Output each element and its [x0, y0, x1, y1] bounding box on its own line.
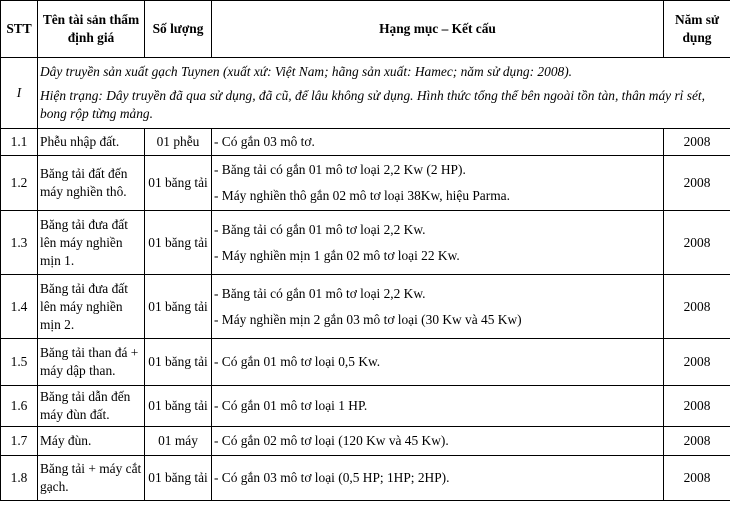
row-item-line: - Có gắn 01 mô tơ loại 1 HP. [214, 398, 368, 413]
header-qty: Số lượng [145, 1, 212, 58]
header-stt: STT [1, 1, 38, 58]
row-item-line: - Máy nghiền mịn 1 gắn 02 mô tơ loại 22 Kw. [214, 247, 460, 263]
row-items [212, 456, 664, 501]
row-qty: 01 băng tải [145, 156, 212, 211]
row-asset: Băng tải dẫn đến máy đùn đất. [38, 386, 145, 427]
row-item-line: - Có gắn 03 mô tơ loại (0,5 HP; 1HP; 2HP). [214, 470, 450, 485]
table-row [1, 386, 730, 427]
row-year: 2008 [664, 156, 730, 211]
group-description [38, 58, 730, 129]
header-year: Năm sử dụng [664, 1, 730, 58]
row-stt: 1.2 [1, 156, 38, 211]
row-asset: Băng tải đưa đất lên máy nghiền mịn 2. [38, 275, 145, 339]
header-row [1, 1, 730, 58]
row-item-line: - Băng tải có gắn 01 mô tơ loại 2,2 Kw (2 HP). [214, 162, 466, 177]
row-stt: 1.3 [1, 211, 38, 275]
row-items [212, 339, 664, 386]
header-items: Hạng mục – Kết cấu [212, 1, 664, 58]
row-item-line: - Có gắn 02 mô tơ loại (120 Kw và 45 Kw). [214, 433, 449, 448]
group-line-2: Hiện trạng: Dây truyền đã qua sử dụng, đã cũ, để lâu không sử dụng. Hình thức tổng thể bên ngoài tồn tàn, thân máy rỉ sét, bong rộp từng mảng. [40, 88, 705, 121]
row-item-line: - Có gắn 01 mô tơ loại 0,5 Kw. [214, 354, 381, 369]
row-year: 2008 [664, 386, 730, 427]
row-items [212, 211, 664, 275]
header-asset: Tên tài sản thẩm định giá [38, 1, 145, 58]
row-asset: Băng tải + máy cắt gạch. [38, 456, 145, 501]
row-qty: 01 băng tải [145, 275, 212, 339]
row-stt: 1.5 [1, 339, 38, 386]
row-asset: Máy đùn. [38, 427, 145, 456]
row-year: 2008 [664, 129, 730, 156]
row-year: 2008 [664, 339, 730, 386]
row-stt: 1.1 [1, 129, 38, 156]
row-item-line: - Băng tải có gắn 01 mô tơ loại 2,2 Kw. [214, 221, 426, 237]
row-stt: 1.7 [1, 427, 38, 456]
row-item-line: - Có gắn 03 mô tơ. [214, 134, 315, 149]
table-row [1, 456, 730, 501]
row-year: 2008 [664, 427, 730, 456]
row-stt: 1.4 [1, 275, 38, 339]
row-year: 2008 [664, 211, 730, 275]
table-row [1, 275, 730, 339]
row-items [212, 129, 664, 156]
row-qty: 01 băng tải [145, 339, 212, 386]
row-items [212, 275, 664, 339]
table-row [1, 427, 730, 456]
row-items [212, 386, 664, 427]
table-row [1, 339, 730, 386]
group-stt: I [1, 58, 38, 129]
row-qty: 01 băng tải [145, 386, 212, 427]
row-items [212, 427, 664, 456]
group-line-1: Dây truyền sản xuất gạch Tuynen (xuất xứ: Việt Nam; hãng sản xuất: Hamec; năm sử dụng: 2008). [40, 64, 573, 79]
row-qty: 01 máy [145, 427, 212, 456]
row-qty: 01 băng tải [145, 211, 212, 275]
table-body [1, 129, 730, 501]
row-item-line: - Máy nghiền thô gắn 02 mô tơ loại 38Kw, hiệu Parma. [214, 188, 510, 203]
row-item-line: - Băng tải có gắn 01 mô tơ loại 2,2 Kw. [214, 285, 426, 301]
row-stt: 1.6 [1, 386, 38, 427]
row-qty: 01 băng tải [145, 456, 212, 501]
row-asset: Băng tải than đá + máy dập than. [38, 339, 145, 386]
group-row [1, 58, 730, 129]
table-row [1, 156, 730, 211]
row-asset: Băng tải đưa đất lên máy nghiền mịn 1. [38, 211, 145, 275]
row-asset: Phễu nhập đất. [38, 129, 145, 156]
row-stt: 1.8 [1, 456, 38, 501]
row-qty: 01 phễu [145, 129, 212, 156]
row-year: 2008 [664, 456, 730, 501]
row-items [212, 156, 664, 211]
row-year: 2008 [664, 275, 730, 339]
table-row [1, 211, 730, 275]
table-row [1, 129, 730, 156]
row-item-line: - Máy nghiền mịn 2 gắn 03 mô tơ loại (30 Kw và 45 Kw) [214, 311, 522, 327]
row-asset: Băng tải đất đến máy nghiền thô. [38, 156, 145, 211]
